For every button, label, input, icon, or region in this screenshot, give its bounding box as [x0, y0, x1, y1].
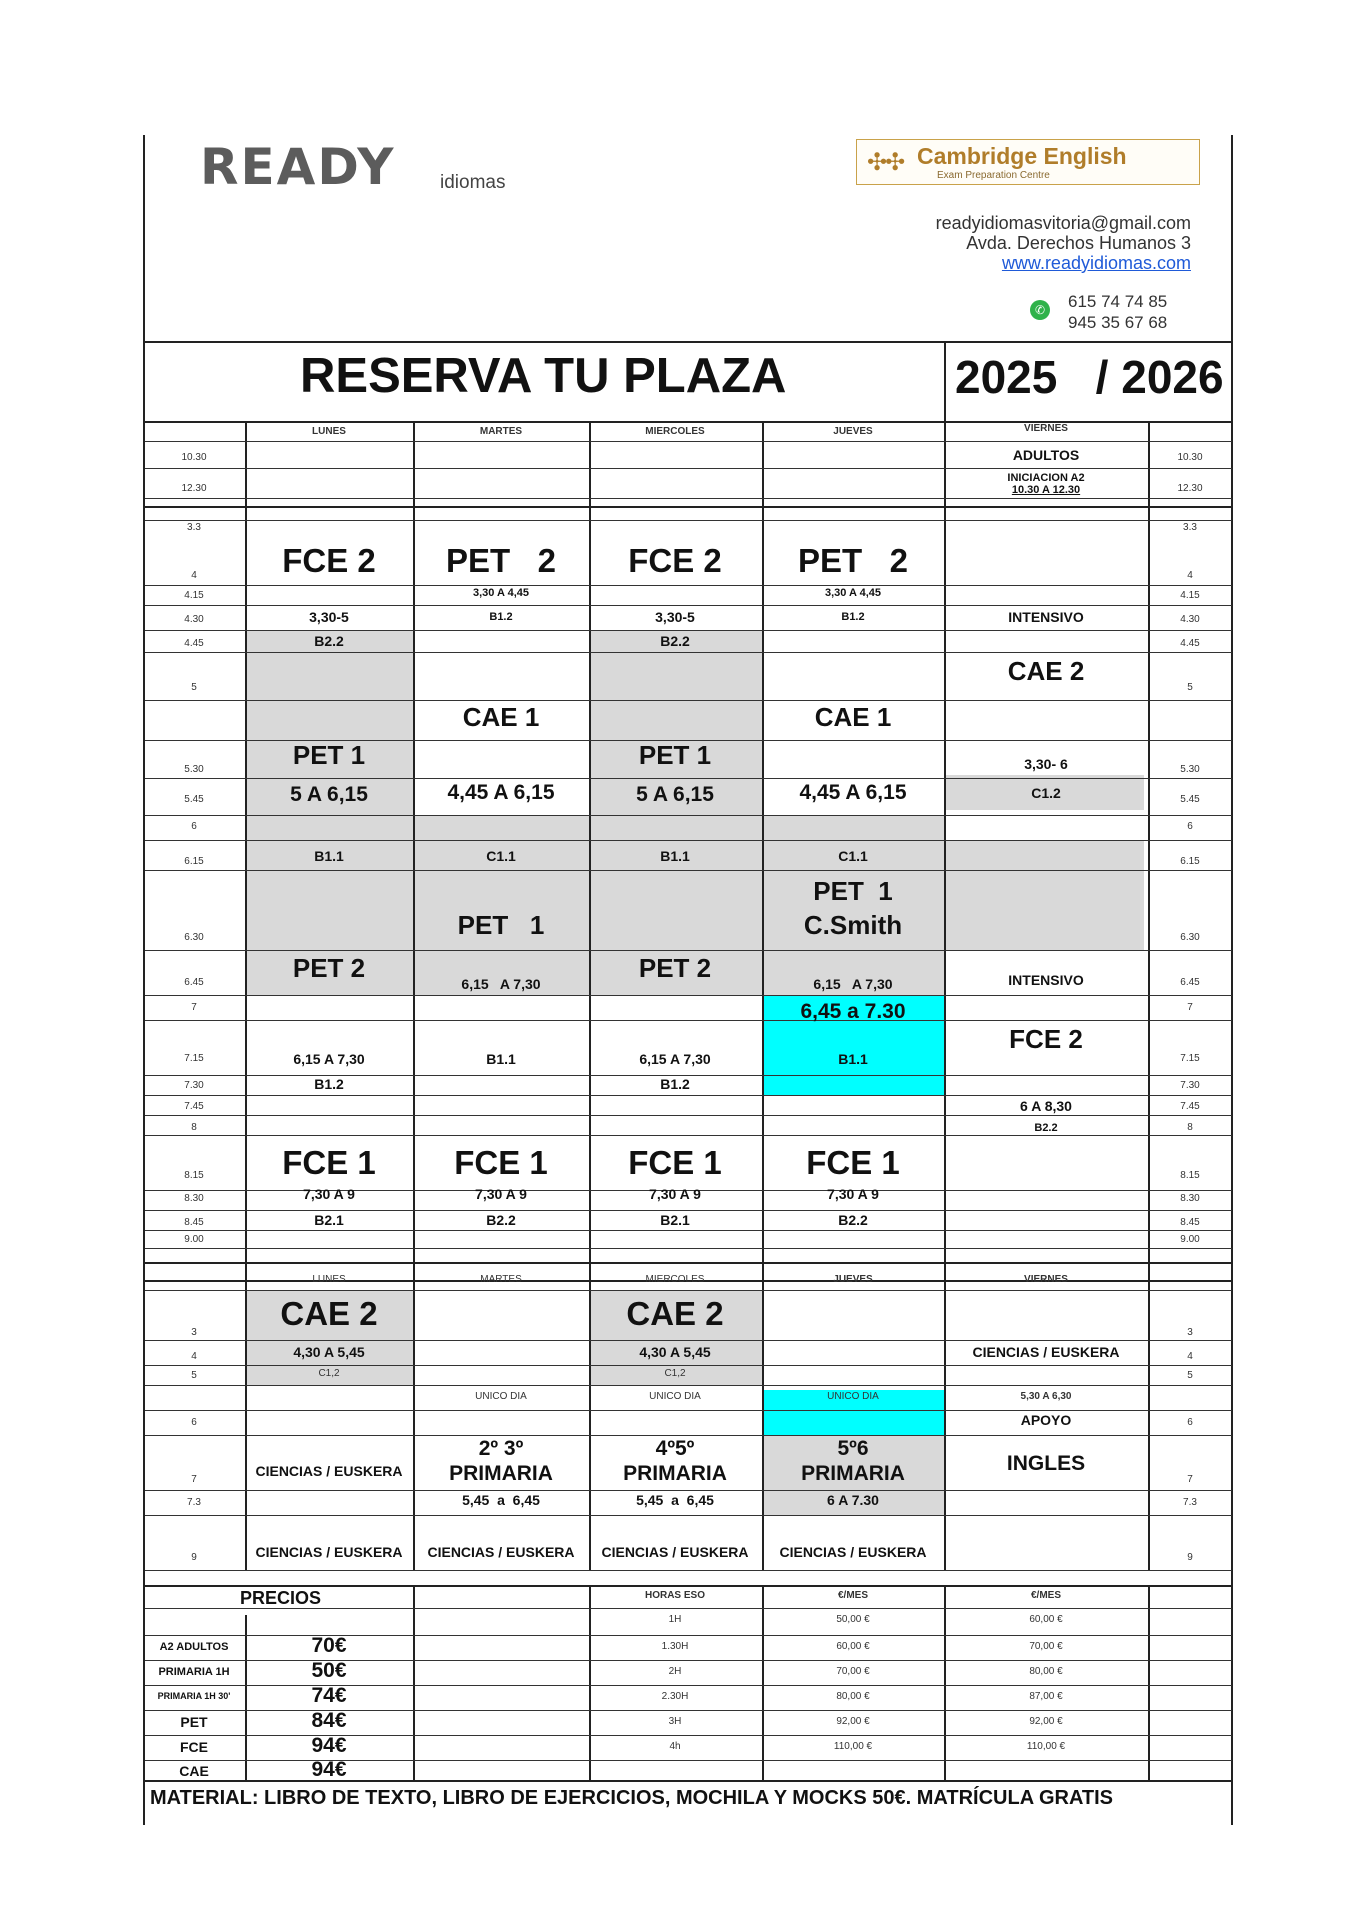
eso-hours: 4h	[669, 1741, 681, 1752]
grid-line	[145, 870, 1232, 871]
class-name: CAE 2	[626, 1295, 724, 1332]
friday-iniciacion-time: 10.30 A 12.30	[1011, 484, 1081, 496]
time-label: 4.15	[1180, 590, 1200, 601]
grid-line	[145, 468, 1232, 469]
cambridge-badge	[856, 139, 1200, 185]
grid-line	[145, 1735, 1232, 1736]
time-label: 10.30	[181, 452, 207, 463]
friday-cae2: CAE 2	[1007, 656, 1085, 686]
day-header: VIERNES	[1024, 423, 1068, 434]
time-label: 5.30	[184, 764, 204, 775]
grid-line	[589, 1585, 591, 1780]
time-label: 8.15	[1180, 1170, 1200, 1181]
unico-dia: UNICO DIA	[649, 1391, 701, 1402]
time-label: 6	[191, 1417, 197, 1428]
time-label: 12.30	[1177, 483, 1203, 494]
class-name: FCE 2	[628, 542, 722, 579]
grid-line	[145, 840, 1232, 841]
time-label: 4	[191, 1351, 197, 1362]
time-label: 5	[1187, 682, 1193, 693]
class-time: 6,15 A 7,30	[813, 976, 893, 992]
grid-line	[1148, 1280, 1150, 1570]
class-name: FCE 1	[454, 1144, 548, 1181]
contact-email[interactable]: readyidiomasvitoria@gmail.com	[935, 213, 1191, 233]
time-label: 7.15	[184, 1053, 204, 1064]
price-label: FCE	[180, 1739, 208, 1755]
grid-line	[145, 421, 1232, 423]
time-label: 4	[191, 570, 197, 581]
grid-line	[145, 778, 1232, 779]
grid-line	[1148, 1585, 1150, 1780]
grid-line	[944, 1585, 946, 1780]
class-time: 4,45 A 6,15	[447, 781, 555, 804]
class-time: 4,45 A 6,15	[799, 781, 907, 804]
time-label: 5.45	[184, 794, 204, 805]
friday-fce2-time: 6 A 8,30	[1020, 1098, 1072, 1114]
friday-intensivo: INTENSIVO	[1008, 609, 1084, 625]
time-label: 6.45	[1180, 977, 1200, 988]
grid-line	[944, 342, 946, 422]
class-name: FCE 1	[628, 1144, 722, 1181]
time-label: 9.00	[1180, 1234, 1200, 1245]
shaded-cell	[944, 840, 1144, 950]
class-name: CIENCIAS / EUSKERA	[972, 1344, 1120, 1360]
time-label: 4.45	[184, 638, 204, 649]
time-label: 5.45	[1180, 794, 1200, 805]
unico-dia: UNICO DIA	[475, 1391, 527, 1402]
grid-line	[762, 422, 764, 1280]
price-value: 94€	[311, 1758, 347, 1781]
grid-line	[944, 422, 946, 1280]
eso-hours: 2.30H	[661, 1691, 689, 1702]
eso-price: 50,00 €	[836, 1614, 870, 1625]
class-level: B1.2	[489, 611, 513, 623]
phone-1[interactable]: 615 74 74 85	[1068, 292, 1168, 311]
ready-logo-sub: idiomas	[440, 172, 506, 193]
class-time: 7,30 A 9	[303, 1186, 355, 1202]
price-value: 74€	[311, 1684, 347, 1707]
grid-line	[145, 506, 1232, 508]
class-level: B2.2	[486, 1212, 516, 1228]
class-time: 7,30 A 9	[649, 1186, 701, 1202]
friday-fce2-level: B2.2	[1034, 1122, 1058, 1134]
school-year: 2025 / 2026	[955, 351, 1224, 403]
shaded-cell	[413, 815, 589, 995]
class-name: PRIMARIA	[801, 1462, 905, 1485]
time-label: 5	[1187, 1370, 1193, 1381]
class-time: 3,30 A 4,45	[824, 587, 882, 599]
time-label: 10.30	[1177, 452, 1203, 463]
grid-line	[145, 1780, 1232, 1782]
day-header: JUEVES	[833, 1274, 873, 1285]
grid-line	[413, 1585, 415, 1780]
class-level: C1,2	[318, 1368, 340, 1379]
eso-hours: 3H	[668, 1716, 682, 1727]
grid-line	[245, 422, 247, 1280]
grid-line	[145, 1710, 1232, 1711]
time-label: 7	[191, 1002, 197, 1013]
grid-line	[143, 135, 145, 1825]
day-header: LUNES	[312, 1274, 346, 1285]
time-label: 8	[191, 1122, 197, 1133]
time-label: 4.30	[1180, 614, 1200, 625]
grid-line	[762, 1280, 764, 1570]
time-label: 8.30	[1180, 1193, 1200, 1204]
time-label: 4	[1187, 1351, 1193, 1362]
grid-line	[944, 1280, 946, 1570]
class-level: B1.1	[838, 1051, 868, 1067]
grid-line	[145, 1685, 1232, 1686]
friday-cae2-time: 3,30- 6	[1024, 756, 1068, 772]
grid-line	[762, 1585, 764, 1780]
time-label: 4	[1187, 570, 1193, 581]
class-time: 4,30 A 5,45	[639, 1344, 711, 1360]
time-label: 4.45	[1180, 638, 1200, 649]
eso-price: 80,00 €	[836, 1691, 870, 1702]
class-name: PET 2	[638, 953, 712, 983]
grid-line	[145, 1020, 1232, 1021]
price-label: A2 ADULTOS	[159, 1641, 229, 1653]
time-label: 5	[191, 682, 197, 693]
time-label: 5.30	[1180, 764, 1200, 775]
class-level: C1.1	[486, 848, 516, 864]
price-label: PET	[180, 1714, 208, 1730]
time-label: 4.30	[184, 614, 204, 625]
class-level: B1.1	[660, 848, 690, 864]
class-name: APOYO	[1020, 1412, 1072, 1428]
class-level: B2.2	[314, 633, 344, 649]
time-label: 6	[1187, 1417, 1193, 1428]
class-time: 6,45 a 7.30	[800, 1000, 906, 1023]
class-name: CIENCIAS / EUSKERA	[601, 1544, 749, 1560]
class-name: CAE 1	[814, 702, 892, 732]
ready-logo: READY	[200, 138, 396, 196]
class-name: PET 1	[457, 910, 545, 940]
price-value: 50€	[311, 1659, 347, 1682]
eso-header: €/MES	[837, 1590, 869, 1601]
time-label: 7.15	[1180, 1053, 1200, 1064]
class-name: FCE 2	[282, 542, 376, 579]
grid-line	[145, 1095, 1232, 1096]
class-level: B2.1	[314, 1212, 344, 1228]
class-time: 5,45 a 6,45	[636, 1492, 714, 1508]
price-label: CAE	[179, 1763, 209, 1779]
grid-line	[245, 1280, 247, 1570]
time-label: 6.15	[1180, 856, 1200, 867]
time-label: 9.00	[184, 1234, 204, 1245]
time-label: 3.3	[187, 522, 201, 533]
class-level: B1.2	[841, 611, 865, 623]
class-level: C1,2	[664, 1368, 686, 1379]
grid-line	[145, 498, 1232, 499]
time-label: 8.30	[184, 1193, 204, 1204]
class-level: B1.1	[314, 848, 344, 864]
price-value: 84€	[311, 1709, 347, 1732]
class-level: B1.2	[314, 1076, 344, 1092]
cambridge-shield-icon: ✣✣	[867, 149, 904, 176]
unico-dia: UNICO DIA	[827, 1391, 879, 1402]
cambridge-badge-subtitle: Exam Preparation Centre	[937, 170, 1050, 181]
class-level: B2.2	[660, 633, 690, 649]
grid-line	[145, 1760, 1232, 1761]
price-label: PRIMARIA 1H	[158, 1666, 230, 1678]
eso-price: 70,00 €	[836, 1666, 870, 1677]
class-time: 5 A 6,15	[636, 783, 714, 806]
grid-line	[145, 1248, 1232, 1249]
time-label: 7.30	[1180, 1080, 1200, 1091]
day-header: JUEVES	[833, 426, 873, 437]
class-name: PET 2	[445, 542, 557, 579]
grid-line	[145, 605, 1232, 606]
class-name: FCE 1	[282, 1144, 376, 1181]
time-label: 7.45	[1180, 1101, 1200, 1112]
eso-hours: 1.30H	[661, 1641, 689, 1652]
class-name: 4º5º	[655, 1437, 695, 1460]
class-time: 7,30 A 9	[475, 1186, 527, 1202]
grid-line	[145, 630, 1232, 631]
prices-heading: PRECIOS	[240, 1588, 322, 1608]
grid-line	[145, 815, 1232, 816]
class-name: CIENCIAS / EUSKERA	[255, 1463, 403, 1479]
price-label: PRIMARIA 1H 30'	[157, 1691, 231, 1701]
time-label: 7	[1187, 1474, 1193, 1485]
class-name: CIENCIAS / EUSKERA	[779, 1544, 927, 1560]
cambridge-badge-title: Cambridge English	[917, 143, 1127, 169]
grid-line	[589, 1280, 591, 1570]
price-value: 94€	[311, 1734, 347, 1757]
class-time: 6,15 A 7,30	[639, 1051, 711, 1067]
time-label: 6	[1187, 821, 1193, 832]
class-time: 3,30 A 4,45	[472, 587, 530, 599]
time-label: 6	[191, 821, 197, 832]
time-label: 3	[191, 1327, 197, 1338]
class-name: PRIMARIA	[623, 1462, 727, 1485]
time-label: 7.45	[184, 1101, 204, 1112]
class-name: PET 1	[813, 876, 893, 906]
contact-address: Avda. Derechos Humanos 3	[966, 233, 1191, 253]
time-label: 7	[191, 1474, 197, 1485]
grid-line	[145, 1585, 1232, 1587]
time-label: 9	[191, 1552, 197, 1563]
class-name: INGLES	[1006, 1452, 1086, 1475]
grid-line	[145, 441, 1232, 442]
eso-price: 60,00 €	[836, 1641, 870, 1652]
class-name: PET 1	[638, 740, 712, 770]
class-name: CAE 2	[280, 1295, 378, 1332]
time-label: 8	[1187, 1122, 1193, 1133]
grid-line	[145, 995, 1232, 996]
whatsapp-icon: ✆	[1030, 300, 1050, 320]
class-time: 5,45 a 6,45	[462, 1492, 540, 1508]
grid-line	[145, 1210, 1232, 1211]
grid-line	[145, 1340, 1232, 1341]
day-header: MARTES	[479, 426, 523, 437]
grid-line	[145, 652, 1232, 653]
eso-header: HORAS ESO	[644, 1590, 706, 1601]
page-title: RESERVA TU PLAZA	[300, 349, 787, 403]
time-label: 8.45	[184, 1217, 204, 1228]
time-label: 7.3	[187, 1497, 201, 1508]
class-teacher: C.Smith	[803, 910, 903, 940]
time-label: 3	[1187, 1327, 1193, 1338]
footer-note: MATERIAL: LIBRO DE TEXTO, LIBRO DE EJERCICIOS, MOCHILA Y MOCKS 50€. MATRÍCULA GRATIS	[150, 1787, 1114, 1809]
class-time: 5 A 6,15	[290, 783, 368, 806]
grid-line	[145, 1135, 1232, 1136]
class-time: 6,15 A 7,30	[293, 1051, 365, 1067]
class-time: 3,30-5	[309, 609, 349, 625]
friday-fce2: FCE 2	[1009, 1024, 1083, 1054]
grid-line	[145, 1230, 1232, 1231]
time-label: 9	[1187, 1552, 1193, 1563]
eso-price: 92,00 €	[836, 1716, 870, 1727]
grid-line	[145, 341, 1232, 343]
class-name: CIENCIAS / EUSKERA	[255, 1544, 403, 1560]
class-name: CAE 1	[462, 702, 540, 732]
eso-price: 110,00 €	[833, 1741, 873, 1752]
time-label: 6.45	[184, 977, 204, 988]
eso-hours: 1H	[668, 1614, 682, 1625]
eso-price: 92,00 €	[1029, 1716, 1063, 1727]
grid-line	[145, 1635, 1232, 1636]
time-label: 12.30	[181, 483, 207, 494]
friday-intensivo: INTENSIVO	[1008, 972, 1084, 988]
class-name: PET 2	[797, 542, 909, 579]
class-time: 7,30 A 9	[827, 1186, 879, 1202]
grid-line	[413, 422, 415, 1280]
class-time: 3,30-5	[655, 609, 695, 625]
class-level: B1.1	[486, 1051, 516, 1067]
grid-line	[145, 950, 1232, 951]
class-name: CIENCIAS / EUSKERA	[427, 1544, 575, 1560]
grid-line	[145, 1570, 1232, 1571]
day-header: LUNES	[312, 426, 346, 437]
grid-line	[145, 1515, 1232, 1516]
time-label: 5	[191, 1370, 197, 1381]
class-name: PRIMARIA	[449, 1462, 553, 1485]
time-label: 8.45	[1180, 1217, 1200, 1228]
grid-line	[145, 520, 1232, 521]
friday-adultos: ADULTOS	[1012, 447, 1080, 463]
phone-2[interactable]: 945 35 67 68	[1068, 313, 1168, 332]
contact-website[interactable]: www.readyidiomas.com	[1001, 253, 1191, 273]
eso-header: €/MES	[1030, 1590, 1062, 1601]
eso-price: 70,00 €	[1029, 1641, 1063, 1652]
grid-line	[145, 1410, 1232, 1411]
grid-line	[145, 1490, 1232, 1491]
eso-hours: 2H	[668, 1666, 682, 1677]
day-header: MIERCOLES	[645, 426, 705, 437]
class-time: 6 A 7.30	[827, 1492, 879, 1508]
time-label: 7.30	[184, 1080, 204, 1091]
time-label: 8.15	[184, 1170, 204, 1181]
grid-line	[1148, 422, 1150, 1280]
class-level: C1.1	[838, 848, 868, 864]
eso-price: 87,00 €	[1029, 1691, 1063, 1702]
grid-line	[145, 700, 1232, 701]
friday-cae2-level: C1.2	[1031, 785, 1061, 801]
class-name: PET 2	[292, 953, 366, 983]
class-time: 4,30 A 5,45	[293, 1344, 365, 1360]
grid-line	[145, 1660, 1232, 1661]
friday-iniciacion: INICIACION A2	[1007, 472, 1085, 484]
grid-line	[1231, 135, 1233, 1825]
time-label: 7	[1187, 1002, 1193, 1013]
eso-price: 110,00 €	[1026, 1741, 1066, 1752]
grid-line	[145, 1435, 1232, 1436]
eso-price: 80,00 €	[1029, 1666, 1063, 1677]
grid-line	[145, 1290, 1232, 1291]
class-level: B1.2	[660, 1076, 690, 1092]
grid-line	[145, 1115, 1232, 1116]
class-name: PET 1	[292, 740, 366, 770]
time-label: 6.15	[184, 856, 204, 867]
class-time: 6,15 A 7,30	[461, 976, 541, 992]
class-name: FCE 1	[806, 1144, 900, 1181]
grid-line	[145, 1262, 1232, 1264]
class-time: 5,30 A 6,30	[1020, 1391, 1072, 1402]
grid-line	[145, 1365, 1232, 1366]
grid-line	[145, 585, 1232, 586]
class-name: 5º6	[837, 1437, 869, 1460]
class-level: B2.2	[838, 1212, 868, 1228]
day-header: VIERNES	[1024, 1274, 1068, 1285]
price-value: 70€	[311, 1634, 347, 1657]
time-label: 3.3	[1183, 522, 1197, 533]
eso-price: 60,00 €	[1029, 1614, 1063, 1625]
time-label: 6.30	[184, 932, 204, 943]
grid-line	[413, 1280, 415, 1570]
class-level: B2.1	[660, 1212, 690, 1228]
day-header: MARTES	[480, 1274, 522, 1285]
time-label: 4.15	[184, 590, 204, 601]
day-header: MIERCOLES	[645, 1274, 705, 1285]
time-label: 7.3	[1183, 1497, 1197, 1508]
class-name: 2º 3º	[478, 1437, 524, 1460]
grid-line	[145, 1385, 1232, 1386]
grid-line	[245, 1615, 247, 1780]
grid-line	[589, 422, 591, 1280]
time-label: 6.30	[1180, 932, 1200, 943]
